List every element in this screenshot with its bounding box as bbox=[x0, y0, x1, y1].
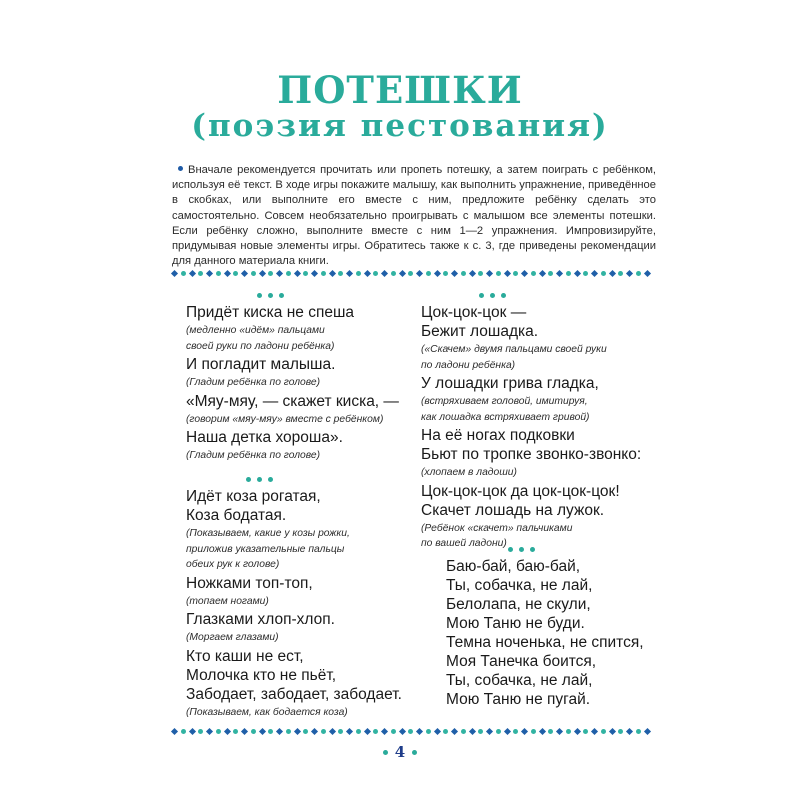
diamond-icon bbox=[486, 269, 493, 276]
dot-icon bbox=[566, 729, 571, 734]
dot-icon bbox=[216, 271, 221, 276]
poem-line: На её ногах подковки bbox=[421, 427, 575, 444]
poem-line: Забодает, забодает, забодает. bbox=[186, 685, 402, 703]
diamond-icon bbox=[363, 269, 370, 276]
dot-icon bbox=[426, 271, 431, 276]
diamond-icon bbox=[556, 727, 563, 734]
poem-line: Цок-цок-цок да цок-цок-цок! bbox=[421, 482, 620, 500]
diamond-icon bbox=[416, 727, 423, 734]
diamond-icon bbox=[311, 269, 318, 276]
poem-line: Придёт киска не спеша bbox=[186, 304, 355, 321]
intro-paragraph bbox=[172, 163, 656, 269]
dot-icon bbox=[496, 271, 501, 276]
diamond-icon bbox=[171, 269, 178, 276]
diamond-icon bbox=[643, 269, 650, 276]
poem-line: Глазками хлоп-хлоп. bbox=[186, 611, 335, 628]
section-dots-icon bbox=[257, 293, 284, 298]
dot-icon bbox=[391, 271, 396, 276]
poem-instruction: своей руки по ладони ребёнка) bbox=[186, 340, 335, 352]
diamond-icon bbox=[293, 727, 300, 734]
poem-instruction: (встряхиваем головой, имитируя, bbox=[421, 396, 588, 407]
dot-icon bbox=[251, 271, 256, 276]
diamond-icon bbox=[503, 727, 510, 734]
diamond-icon bbox=[223, 269, 230, 276]
diamond-icon bbox=[398, 269, 405, 276]
diamond-icon bbox=[363, 727, 370, 734]
dot-icon bbox=[338, 271, 343, 276]
section-dots-icon bbox=[479, 293, 506, 298]
dot-icon bbox=[618, 729, 623, 734]
dot-icon bbox=[408, 729, 413, 734]
diamond-icon bbox=[223, 727, 230, 734]
poem-instruction: как лошадка встряхивает гривой) bbox=[421, 411, 590, 423]
diamond-icon bbox=[293, 269, 300, 276]
diamond-icon bbox=[451, 269, 458, 276]
diamond-icon bbox=[521, 269, 528, 276]
diamond-icon bbox=[573, 727, 580, 734]
diamond-icon bbox=[276, 269, 283, 276]
dot-icon bbox=[412, 750, 417, 755]
poem-line: Кто каши не ест, bbox=[186, 647, 304, 665]
diamond-icon bbox=[188, 269, 195, 276]
dot-icon bbox=[583, 271, 588, 276]
dot-icon bbox=[338, 729, 343, 734]
poem-line: Баю-бай, баю-бай, bbox=[446, 558, 581, 575]
poem-instruction: (Гладим ребёнка по голове) bbox=[186, 377, 321, 388]
dot-icon bbox=[303, 271, 308, 276]
poem-line: Коза бодатая. bbox=[186, 507, 287, 524]
poem-instruction: (топаем ногами) bbox=[186, 595, 269, 607]
dot-icon bbox=[391, 729, 396, 734]
ornamental-divider-bottom bbox=[172, 727, 650, 735]
diamond-icon bbox=[206, 727, 213, 734]
dot-icon bbox=[356, 729, 361, 734]
diamond-icon bbox=[503, 269, 510, 276]
poem-instruction: («Скачем» двумя пальцами своей руки bbox=[421, 344, 607, 355]
diamond-icon bbox=[626, 269, 633, 276]
poem-instruction: обеих рук к голове) bbox=[186, 559, 280, 570]
dot-icon bbox=[321, 729, 326, 734]
dot-icon bbox=[496, 729, 501, 734]
diamond-icon bbox=[608, 727, 615, 734]
poem-line: Ты, собачка, не лай, bbox=[446, 577, 593, 594]
diamond-icon bbox=[346, 269, 353, 276]
dot-icon bbox=[268, 271, 273, 276]
dot-icon bbox=[373, 729, 378, 734]
dot-icon bbox=[531, 729, 536, 734]
diamond-icon bbox=[381, 269, 388, 276]
poem-line: «Мяу-мяу, — скажет киска, — bbox=[186, 392, 399, 410]
dot-icon bbox=[268, 729, 273, 734]
dot-icon bbox=[198, 271, 203, 276]
dot-icon bbox=[383, 750, 388, 755]
dot-icon bbox=[601, 271, 606, 276]
poem-instruction: приложив указательные пальцы bbox=[186, 543, 345, 555]
dot-icon bbox=[303, 729, 308, 734]
poem-line: Бьют по тропке звонко-звонко: bbox=[421, 446, 642, 463]
dot-icon bbox=[531, 271, 536, 276]
dot-icon bbox=[583, 729, 588, 734]
diamond-icon bbox=[538, 269, 545, 276]
poem-line: Мою Таню не пугай. bbox=[446, 691, 591, 708]
poem-line: Темна ноченька, не спится, bbox=[446, 634, 644, 651]
poem-line: Молочка кто не пьёт, bbox=[186, 666, 337, 684]
dot-icon bbox=[618, 271, 623, 276]
diamond-icon bbox=[171, 727, 178, 734]
page-title: ПОТЕШКИ bbox=[277, 68, 523, 112]
diamond-icon bbox=[538, 727, 545, 734]
diamond-icon bbox=[241, 727, 248, 734]
diamond-icon bbox=[328, 727, 335, 734]
diamond-icon bbox=[591, 269, 598, 276]
diamond-icon bbox=[573, 269, 580, 276]
dot-icon bbox=[513, 271, 518, 276]
poem-instruction: по ладони ребёнка) bbox=[421, 359, 516, 371]
poem-instruction: (Показываем, как бодается коза) bbox=[186, 706, 348, 718]
dot-icon bbox=[513, 729, 518, 734]
diamond-icon bbox=[276, 727, 283, 734]
intro-text: Вначале рекомендуется прочитать или пропеть потешку, а затем поиграть с ребёнком, используя её текст. В ходе игры покажите малышу, как выполнить упражнение, приведённое в скобках, или выполните его вместе с ним, предложите ребёнку сделать это самостоятельно. Совсем необязательно проигрывать с малышом все элементы потешки. Если ребёнку сложно, выполните вместе с ним 1—2 упражнения. Импровизируйте, придумывая новые элементы игры. Обратитесь также к с. 3, где приведены рекомендации для данного материала книги. bbox=[172, 164, 656, 268]
dot-icon bbox=[233, 729, 238, 734]
bullet-dot-icon bbox=[178, 166, 183, 171]
diamond-icon bbox=[416, 269, 423, 276]
poem-line: Белолапа, не скули, bbox=[446, 596, 591, 613]
poem-line: Наша детка хороша». bbox=[186, 429, 343, 446]
dot-icon bbox=[216, 729, 221, 734]
diamond-icon bbox=[311, 727, 318, 734]
diamond-icon bbox=[433, 269, 440, 276]
diamond-icon bbox=[258, 727, 265, 734]
poem-instruction: (медленно «идём» пальцами bbox=[186, 325, 325, 336]
dot-icon bbox=[251, 729, 256, 734]
dot-icon bbox=[233, 271, 238, 276]
dot-icon bbox=[461, 729, 466, 734]
dot-icon bbox=[181, 729, 186, 734]
poem-instruction: по вашей ладони) bbox=[421, 538, 507, 549]
poem-sobachka bbox=[446, 557, 644, 709]
diamond-icon bbox=[451, 727, 458, 734]
poem-line: Ножками топ-топ, bbox=[186, 574, 313, 592]
dot-icon bbox=[636, 271, 641, 276]
poem-line: Мою Таню не буди. bbox=[446, 615, 585, 632]
dot-icon bbox=[636, 729, 641, 734]
page-number-value: 4 bbox=[394, 743, 406, 761]
dot-icon bbox=[198, 729, 203, 734]
dot-icon bbox=[443, 271, 448, 276]
dot-icon bbox=[548, 271, 553, 276]
dot-icon bbox=[443, 729, 448, 734]
poem-line: У лошадки грива гладка, bbox=[421, 375, 599, 392]
diamond-icon bbox=[468, 269, 475, 276]
poem-line: Ты, собачка, не лай, bbox=[446, 672, 593, 689]
diamond-icon bbox=[206, 269, 213, 276]
diamond-icon bbox=[556, 269, 563, 276]
diamond-icon bbox=[591, 727, 598, 734]
poem-instruction: (хлопаем в ладоши) bbox=[421, 467, 517, 478]
dot-icon bbox=[373, 271, 378, 276]
diamond-icon bbox=[398, 727, 405, 734]
poem-instruction: (Показываем, какие у козы рожки, bbox=[186, 528, 350, 539]
dot-icon bbox=[408, 271, 413, 276]
dot-icon bbox=[478, 271, 483, 276]
diamond-icon bbox=[346, 727, 353, 734]
dot-icon bbox=[286, 729, 291, 734]
dot-icon bbox=[478, 729, 483, 734]
ornamental-divider-top bbox=[172, 269, 650, 277]
section-dots-icon bbox=[246, 477, 273, 482]
poem-line: Моя Танечка боится, bbox=[446, 653, 597, 670]
dot-icon bbox=[601, 729, 606, 734]
poem-line: Скачет лошадь на лужок. bbox=[421, 501, 605, 519]
diamond-icon bbox=[643, 727, 650, 734]
section-dots-icon bbox=[508, 547, 535, 552]
poem-line: Цок-цок-цок — bbox=[421, 304, 527, 321]
dot-icon bbox=[461, 271, 466, 276]
poem-line: И погладит малыша. bbox=[186, 356, 336, 373]
page-number bbox=[0, 743, 800, 761]
poem-line: Идёт коза рогатая, bbox=[186, 488, 321, 505]
poem-kiska bbox=[186, 303, 399, 465]
poem-instruction: (Ребёнок «скачет» пальчиками bbox=[421, 522, 573, 534]
dot-icon bbox=[286, 271, 291, 276]
diamond-icon bbox=[258, 269, 265, 276]
diamond-icon bbox=[381, 727, 388, 734]
diamond-icon bbox=[433, 727, 440, 734]
diamond-icon bbox=[486, 727, 493, 734]
poem-loshadka bbox=[421, 303, 641, 553]
dot-icon bbox=[321, 271, 326, 276]
dot-icon bbox=[356, 271, 361, 276]
diamond-icon bbox=[188, 727, 195, 734]
dot-icon bbox=[548, 729, 553, 734]
poem-instruction: (говорим «мяу-мяу» вместе с ребёнком) bbox=[186, 413, 384, 425]
dot-icon bbox=[426, 729, 431, 734]
dot-icon bbox=[566, 271, 571, 276]
poem-instruction: (Гладим ребёнка по голове) bbox=[186, 450, 321, 461]
poem-line: Бежит лошадка. bbox=[421, 323, 539, 340]
page-subtitle: (поэзия пестования) bbox=[191, 108, 609, 144]
poem-koza bbox=[186, 487, 402, 721]
diamond-icon bbox=[468, 727, 475, 734]
diamond-icon bbox=[608, 269, 615, 276]
poem-instruction: (Моргаем глазами) bbox=[186, 632, 279, 643]
dot-icon bbox=[181, 271, 186, 276]
diamond-icon bbox=[241, 269, 248, 276]
diamond-icon bbox=[626, 727, 633, 734]
diamond-icon bbox=[328, 269, 335, 276]
diamond-icon bbox=[521, 727, 528, 734]
